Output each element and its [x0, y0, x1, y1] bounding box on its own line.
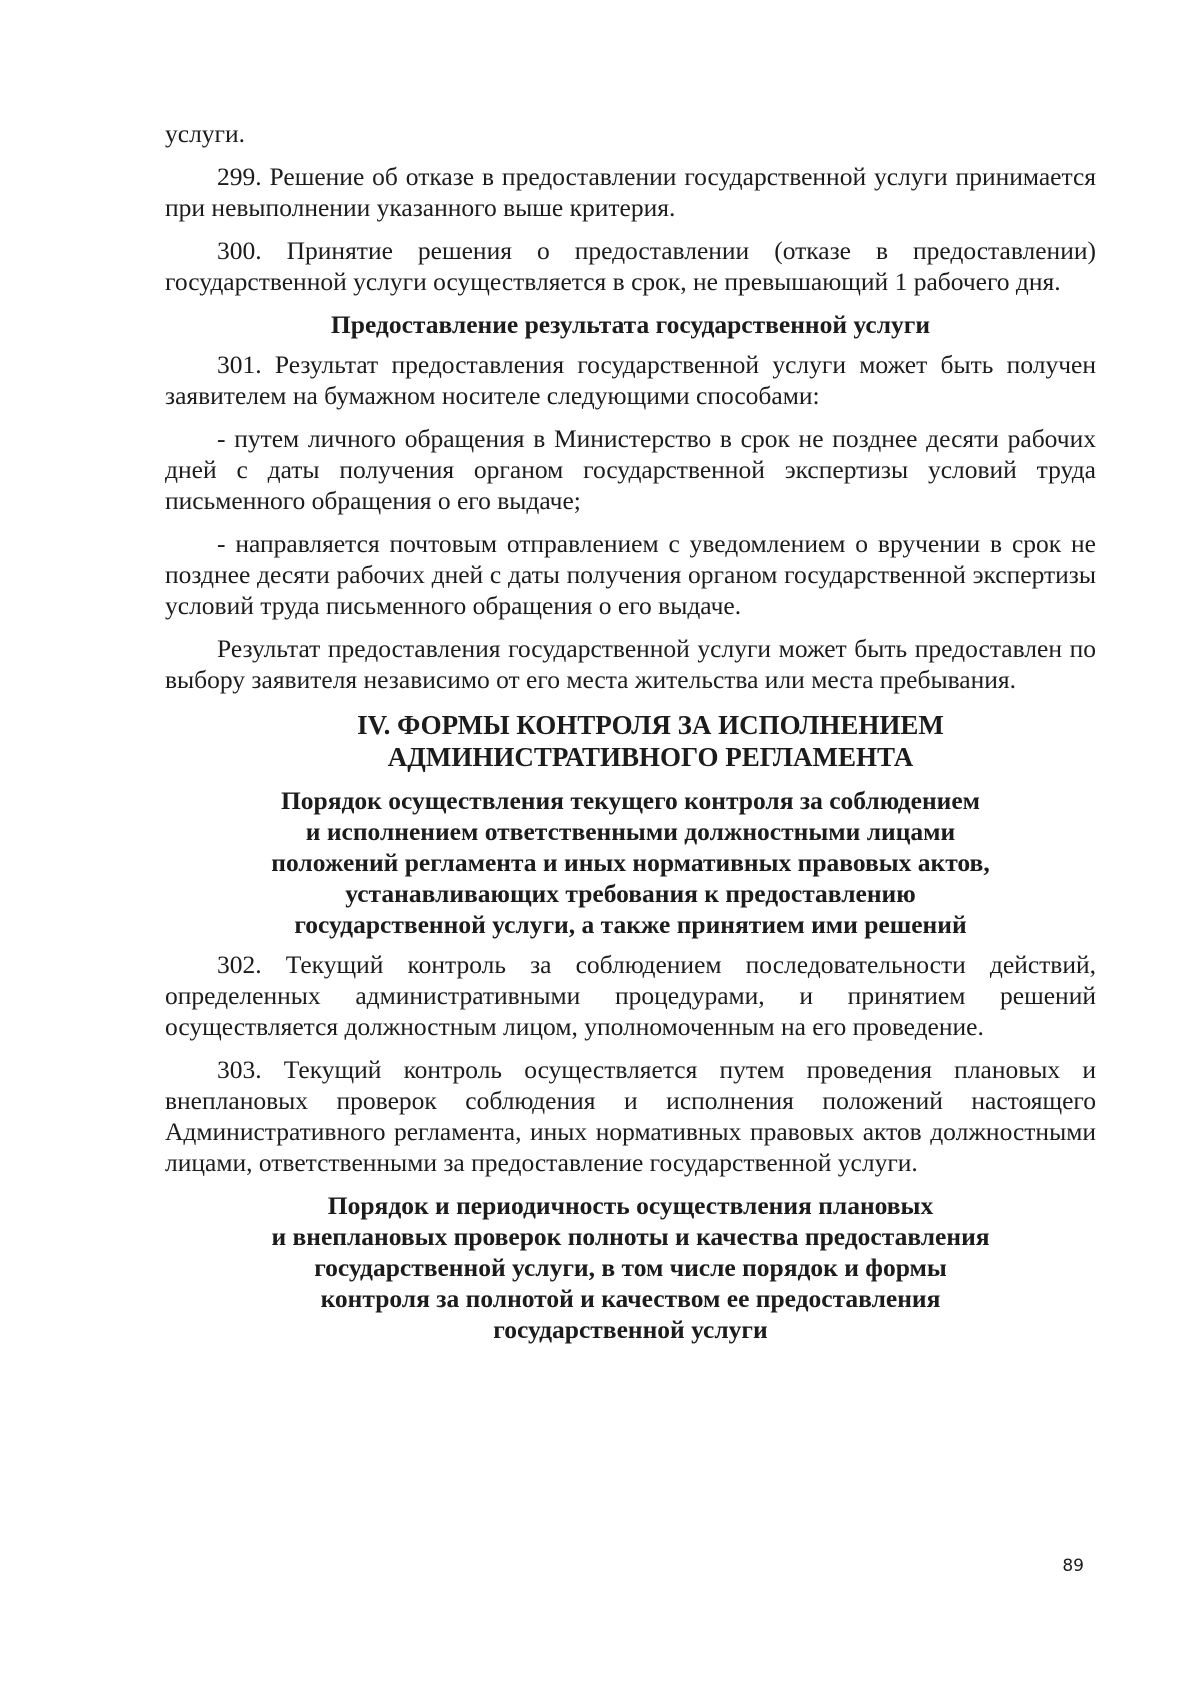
paragraph-299: 299. Решение об отказе в предоставлении государственной услуги принимается при невыполнении указанного выше критерия. [165, 162, 1096, 222]
paragraph-301: 301. Результат предоставления государственной услуги может быть получен заявителем на бумажном носителе следующими способами: [165, 350, 1096, 410]
bullet-postal-delivery: - направляется почтовым отправлением с уведомлением о вручении в срок не позднее десяти рабочих дней с даты получения органом государственной экспертизы условий труда письменного обращения о его выдаче. [165, 529, 1096, 620]
paragraph-300: 300. Принятие решения о предоставлении (отказе в предоставлении) государственной услуги осуществляется в срок, не превышающий 1 рабочего дня. [165, 236, 1096, 296]
section-iv-title-line: АДМИНИСТРАТИВНОГО РЕГЛАМЕНТА [387, 742, 914, 772]
paragraph-302: 302. Текущий контроль за соблюдением последовательности действий, определенных административными процедурами, и принятием решений осуществляется должностным лицом, уполномоченным на его проведение. [165, 950, 1096, 1041]
heading-line: государственной услуги, в том числе порядок и формы [314, 1253, 947, 1282]
section-iv-title [165, 709, 1096, 773]
heading-line: и внеплановых проверок полноты и качества предоставления [271, 1222, 990, 1251]
heading-line: государственной услуги, а также принятием ими решений [294, 910, 967, 939]
continuation-text: услуги. [165, 119, 246, 148]
bullet-personal-visit: - путем личного обращения в Министерство в срок не позднее десяти рабочих дней с даты получения органом государственной экспертизы условий труда письменного обращения о его выдаче; [165, 424, 1096, 515]
heading-line: государственной услуги [493, 1315, 768, 1344]
heading-line: устанавливающих требования к предоставлению [345, 879, 916, 908]
heading-current-control [165, 785, 1096, 940]
heading-inspections [165, 1190, 1096, 1345]
heading-line: положений регламента и иных нормативных правовых актов, [271, 848, 990, 877]
paragraph-303: 303. Текущий контроль осуществляется путем проведения плановых и внеплановых проверок соблюдения и исполнения положений настоящего Административного регламента, иных нормативных правовых актов должностными лицами, ответственными за предоставление государственной услуги. [165, 1055, 1096, 1177]
paragraph-result-choice: Результат предоставления государственной услуги может быть предоставлен по выбору заявителя независимо от его места жительства или места пребывания. [165, 634, 1096, 694]
heading-line: и исполнением ответственными должностными лицами [305, 817, 956, 846]
page-number: 89 [1062, 1556, 1084, 1576]
heading-line: Порядок осуществления текущего контроля за соблюдением [280, 786, 981, 815]
heading-line: контроля за полнотой и качеством ее предоставления [320, 1284, 941, 1313]
heading-result-delivery: Предоставление результата государственной услуги [330, 310, 931, 339]
heading-line: Порядок и периодичность осуществления плановых [327, 1191, 934, 1220]
section-iv-title-line: IV. ФОРМЫ КОНТРОЛЯ ЗА ИСПОЛНЕНИЕМ [357, 710, 944, 740]
